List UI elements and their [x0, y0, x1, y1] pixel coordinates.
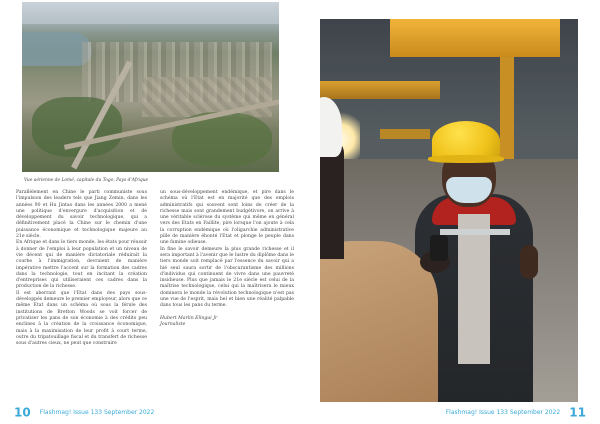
- author-signature: [160, 316, 294, 328]
- page-number: 11: [569, 405, 586, 420]
- author-role: Journaliste: [160, 321, 186, 327]
- photo-caption: Vue aérienne de Lomé, capitale du Togo, Pays d'Afrique: [24, 178, 149, 183]
- paragraph: Parallèlement en Chine le parti communiste sous l'impulsion des leaders tels que Jiang Zemin, dans les années 90 et Hu Jintao dans les années 2000 a mené une politique d'envergure d'acquisition et de développement du savoir technologique, qui a définitivement placé la Chine sur le chemin d'une puissance économique et technologique majeure au 21e siècle.: [16, 190, 147, 240]
- article-column-2: [160, 190, 294, 328]
- page-number: 10: [14, 405, 31, 420]
- paragraph: En Afrique et dans le tiers monde, les états pour réussir à donner de l'emploi à leur population et un niveau de vie décent qui de manière dictatoriale réduirait la courbe à l'immigration, devraient de manière impérative mettre l'accent sur la formation des cadres dans la technologie, tout en incitant la création d'entreprises qui utiliseraient ces cadres dans la production de la richesse.: [16, 240, 147, 290]
- aerial-photo-lome: [22, 2, 279, 172]
- microphone-icon: [430, 235, 448, 261]
- factory-interview-photo: [320, 19, 578, 402]
- footer-issue-text: Flashmag! Issue 133 September 2022: [39, 409, 155, 416]
- article-column-1: [16, 190, 147, 347]
- author-name: Hubert Marlin Elingui Jr: [160, 315, 218, 321]
- right-page: [300, 0, 600, 424]
- footer-issue-text: Flashmag! Issue 133 September 2022: [445, 409, 561, 416]
- paragraph: Il est aberrant que l'Etat dans des pays sous-développés demeure le premier employeur, alors que ce même Etat dans un schéma où sous la férule des institutions de Bretton Woods se voit forcer de privatiser les pans de son économie à des crédits peu enclines à la création de la croissance économique, mais à la maximisation de leur profit à court terme, outre du tripatouillage fiscal et du transfert de richesse sous d'autres cieux, ne peut que construire: [16, 290, 147, 347]
- footer-right: [446, 402, 586, 421]
- footer-left: [14, 402, 154, 421]
- paragraph: In fine le savoir demeure la plus grande richesse et il sera important à l'avenir que le lustre du diplôme dans le tiers monde soit remplacé par l'essence du savoir qui a hié seul saura sortir de l'obscurantisme des millions d'individus qui continuent de vivre dans une pauvreté insidieuse. Plus que jamais le 21e siècle est celui de la maîtrise technologique, celui qui la maîtrisera le mieux dominera le monde la révolution technologique n'est pas une vue de l'esprit, mais bel et bien une réalité palpable dans tous les pans du terme.: [160, 246, 294, 309]
- paragraph: un sous-développement endémique, et pire dans le schéma où l'Etat est en majorité que des emplois administratifs qui souvent sont loins de créer de la richesse mais sont grandement budgétivore, on arrive à une véritable sclérose du système qui même en général vers des Etats en Faillite, pire lorsque l'on ajoute à cela la corruption endémique où l'oligarchie administrative pille de manière éhonté l'Etat et plonge le peuple dans une famine odieuse.: [160, 190, 294, 246]
